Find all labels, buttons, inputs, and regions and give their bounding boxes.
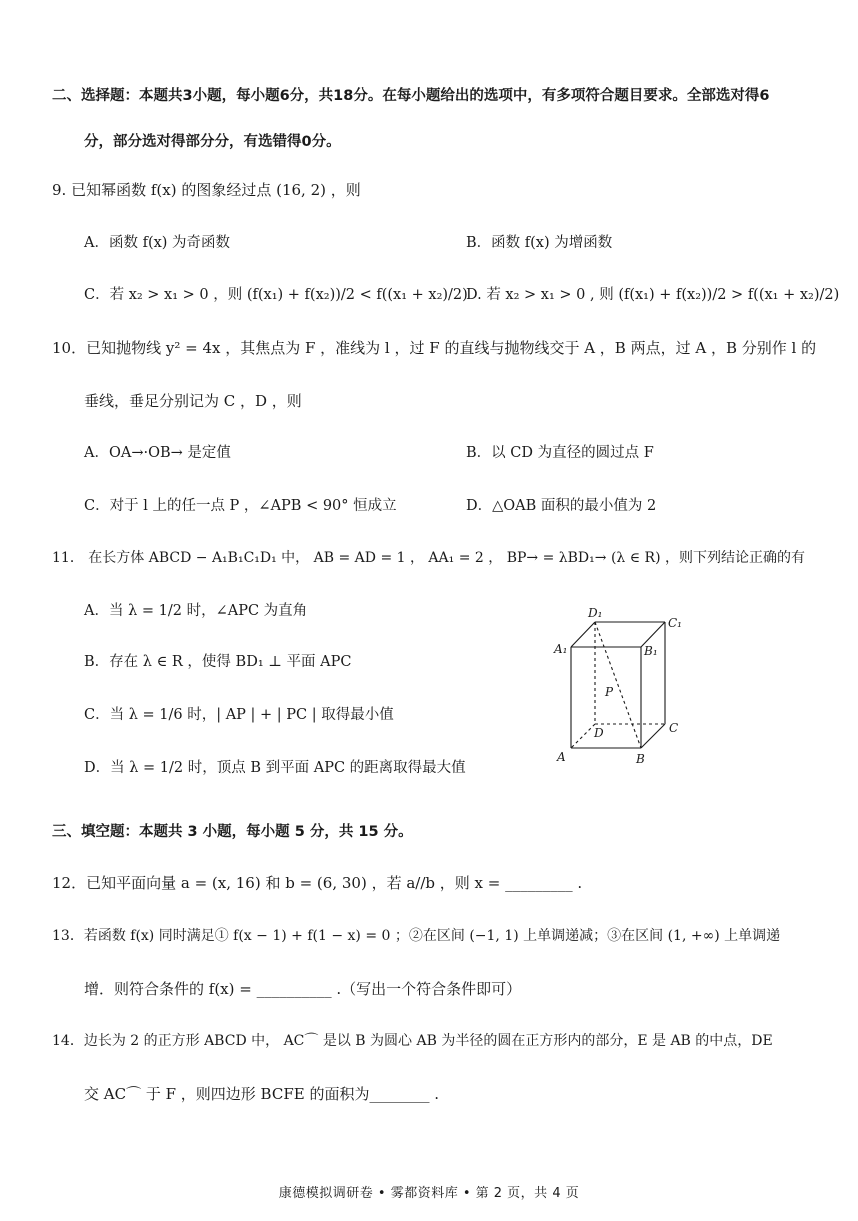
label-a: A [557, 750, 566, 764]
question-14-line2: 交 AC⌒ 于 F ，则四边形 BCFE 的面积为________ . [84, 1085, 439, 1103]
question-11-option-d: D．当 λ = 1/2 时，顶点 B 到平面 APC 的距离取得最大值 [84, 760, 466, 776]
question-9-option-a: A．函数 f(x) 为奇函数 [84, 235, 231, 251]
question-14-line1: 14．边长为 2 的正方形 ABCD 中， AC⌒ 是以 B 为圆心 AB 为半径的圆在正方形内的部分，E 是 AB 的中点，DE [52, 1033, 773, 1049]
question-11-option-b: B．存在 λ ∈ R ，使得 BD₁ ⊥ 平面 APC [84, 654, 352, 670]
label-d1: D₁ [588, 606, 603, 620]
label-b1: B₁ [644, 644, 658, 658]
page-footer: 康德模拟调研卷 • 雾都资料库 • 第 2 页，共 4 页 [278, 1186, 580, 1201]
question-12: 12．已知平面向量 a = (x, 16) 和 b = (6, 30) ，若 a//b ，则 x = _________ . [52, 874, 583, 892]
question-9-option-b: B．函数 f(x) 为增函数 [466, 235, 613, 251]
question-9-option-c: C．若 x₂ > x₁ > 0 ，则 (f(x₁) + f(x₂))/2 < f((x₁ + x₂)/2) [84, 287, 468, 303]
question-11-option-a: A．当 λ = 1/2 时，∠APC 为直角 [84, 603, 308, 619]
cuboid-figure [548, 600, 698, 775]
label-c: C [669, 721, 679, 735]
label-p: P [605, 685, 614, 699]
section-2-instructions-line1: 二、选择题：本题共3小题，每小题6分，共18分。在每小题给出的选项中，有多项符合题目要求。全部选对得6 [52, 88, 770, 104]
question-10-stem-line1: 10．已知抛物线 y² = 4x ，其焦点为 F ，准线为 l ，过 F 的直线与抛物线交于 A ，B 两点，过 A ，B 分别作 l 的 [52, 339, 817, 357]
question-10-option-d: D．△OAB 面积的最小值为 2 [466, 498, 657, 514]
label-c1: C₁ [668, 616, 682, 630]
question-13-line1: 13．若函数 f(x) 同时满足① f(x − 1) + f(1 − x) = 0 ；②在区间 (−1, 1) 上单调递减；③在区间 (1, +∞) 上单调递 [52, 928, 781, 944]
question-9-option-d: D. 若 x₂ > x₁ > 0 , 则 (f(x₁) + f(x₂))/2 > f((x₁ + x₂)/2) [466, 287, 840, 303]
question-10-option-b: B．以 CD 为直径的圆过点 F [466, 445, 654, 461]
question-10-stem-line2: 垂线，垂足分别记为 C ，D ，则 [84, 392, 302, 410]
label-a1: A₁ [554, 642, 568, 656]
question-10-option-a: A．OA→·OB→ 是定值 [84, 445, 231, 461]
question-13-line2: 增．则符合条件的 f(x) = __________ .（写出一个符合条件即可） [84, 980, 522, 998]
question-11-stem: 11． 在长方体 ABCD − A₁B₁C₁D₁ 中， AB = AD = 1 ， AA₁ = 2 ， BP→ = λBD₁→ (λ ∈ R) ，则下列结论正确的有 [52, 550, 805, 566]
label-b: B [636, 752, 645, 766]
label-d: D [594, 726, 604, 740]
question-10-option-c: C．对于 l 上的任一点 P ，∠APB < 90° 恒成立 [84, 498, 397, 514]
section-2-instructions-line2: 分，部分选对得部分分，有选错得0分。 [84, 134, 341, 150]
question-9-stem: 9. 已知幂函数 f(x) 的图象经过点 (16, 2) ，则 [52, 181, 361, 199]
section-3-instructions: 三、填空题：本题共 3 小题，每小题 5 分，共 15 分。 [52, 824, 413, 840]
question-11-option-c: C．当 λ = 1/6 时，| AP | + | PC | 取得最小值 [84, 707, 394, 723]
